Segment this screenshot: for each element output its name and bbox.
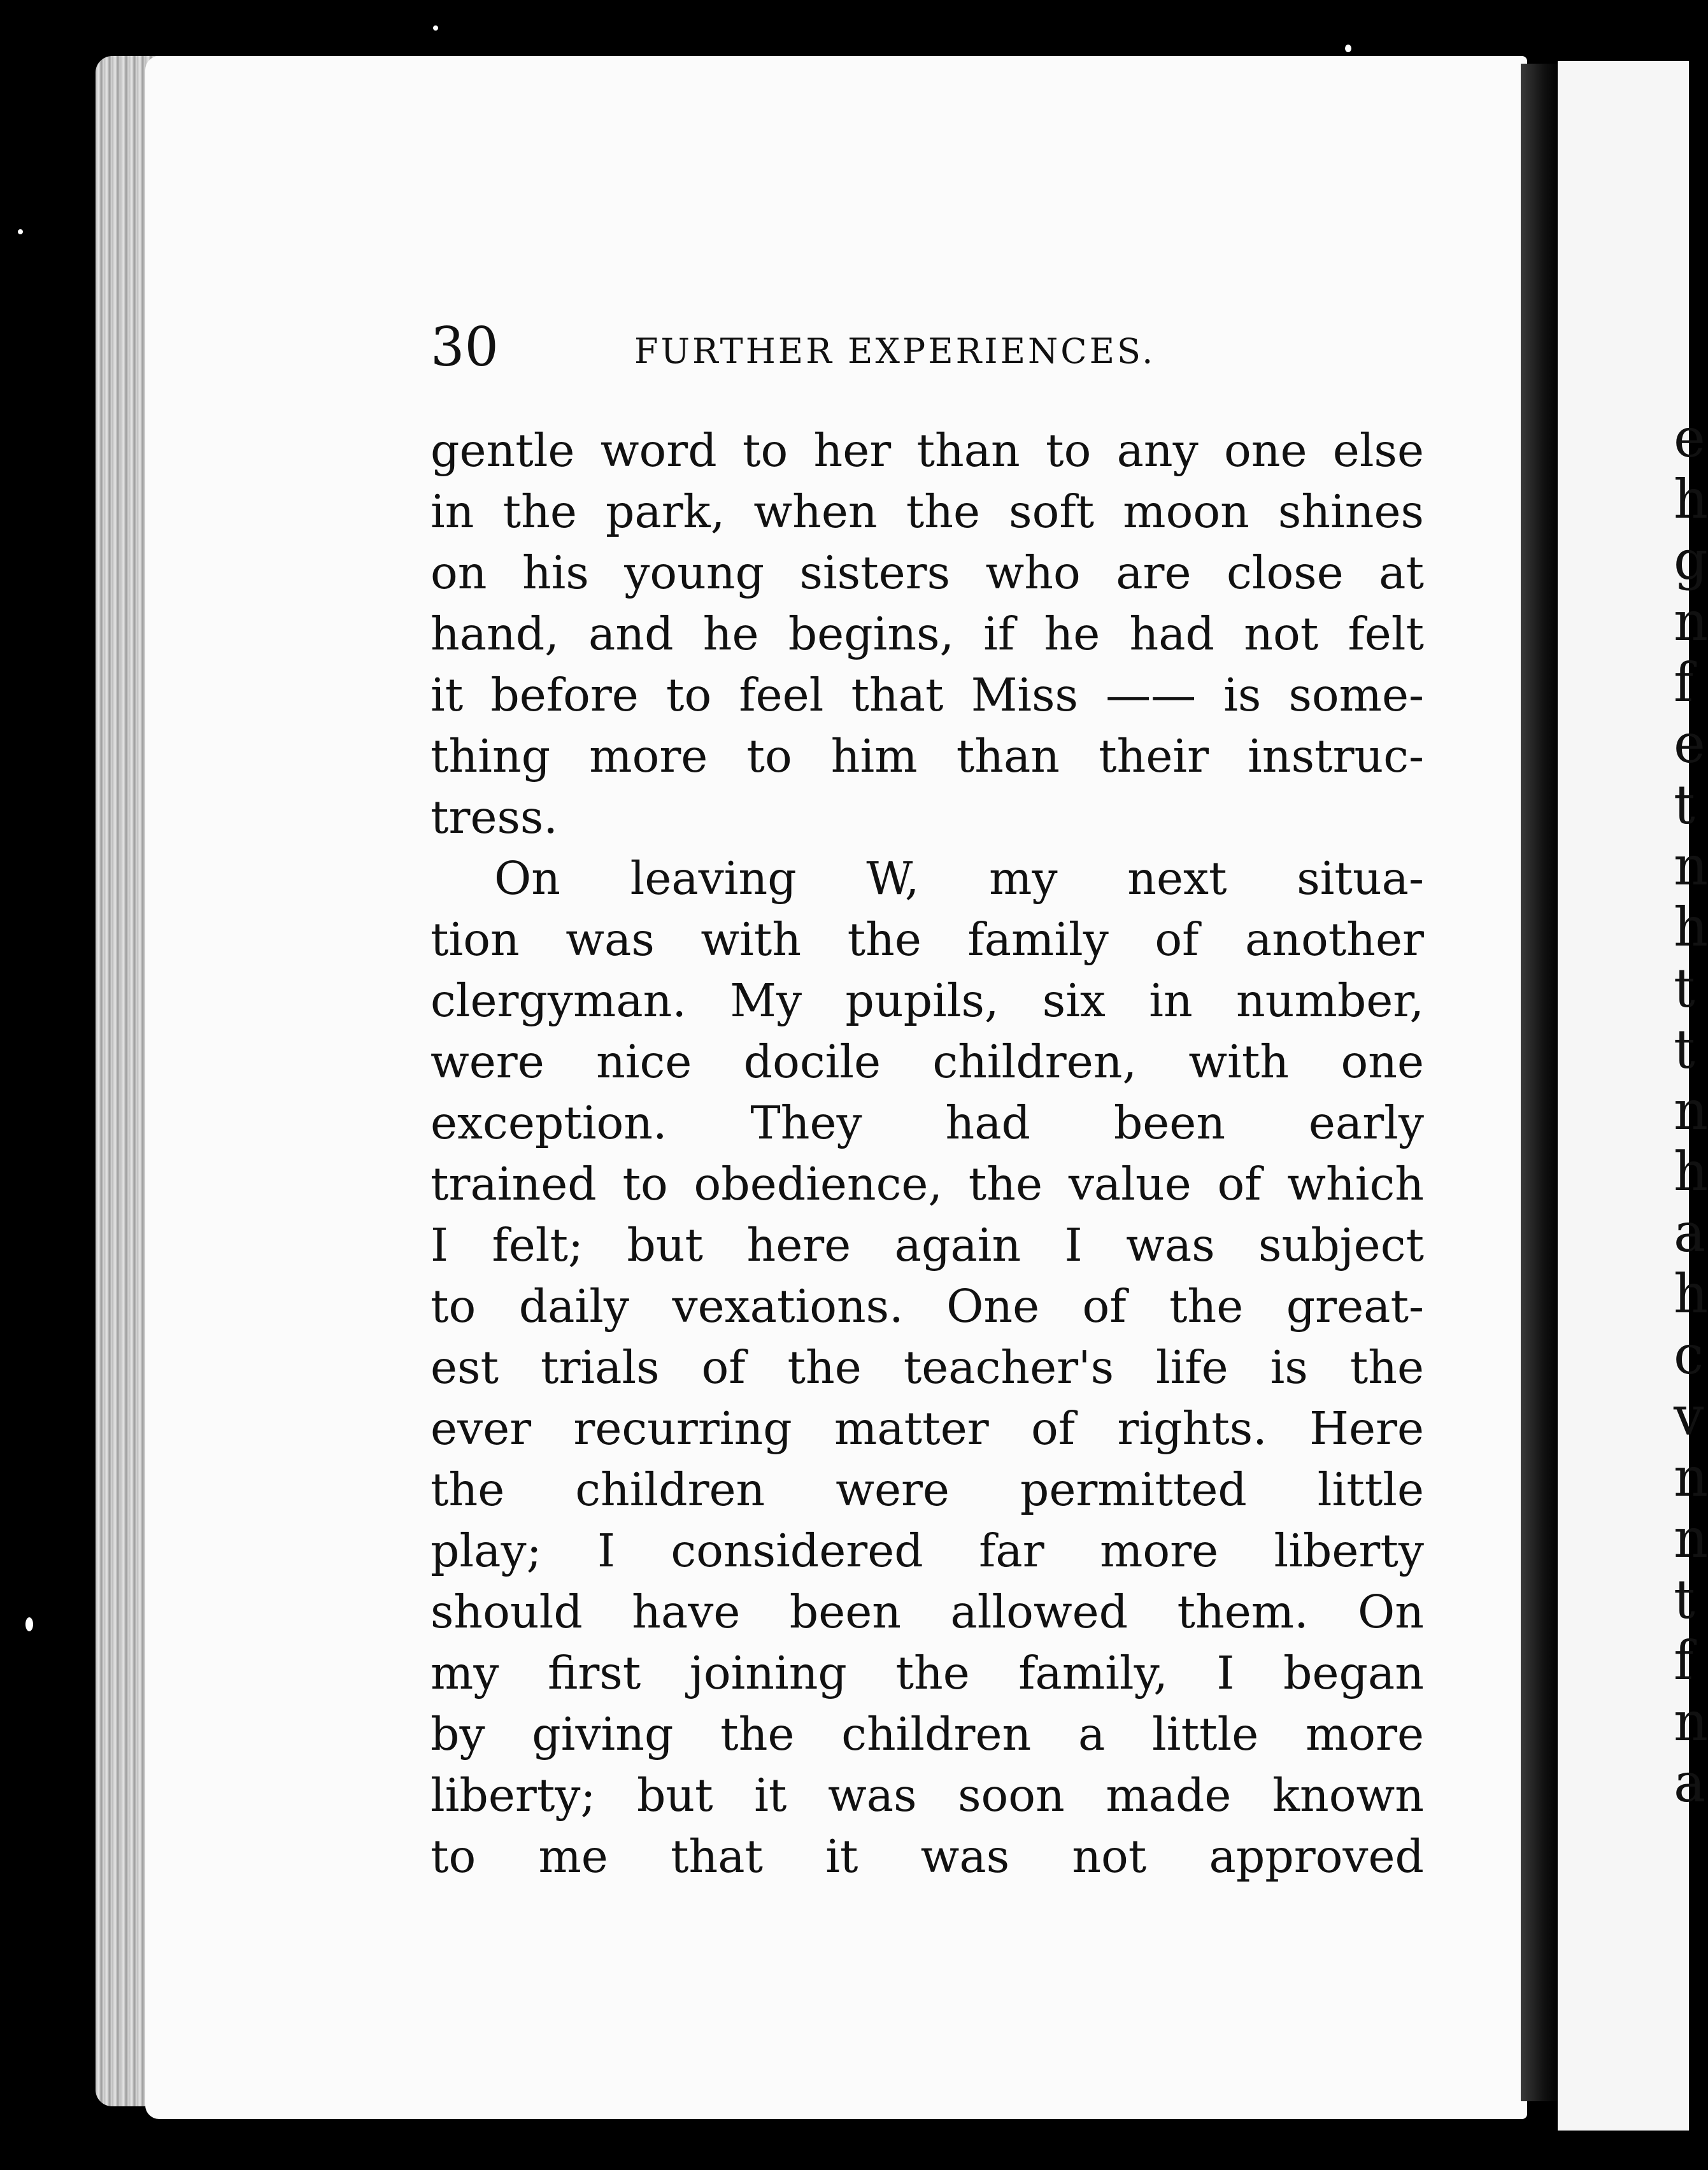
text-line: trained to obedience, the value of which <box>431 1158 1424 1210</box>
facing-page-letter: n <box>1674 590 1708 653</box>
text-line: I felt; but here again I was subject <box>431 1219 1424 1272</box>
text-line: my first joining the family, I began <box>431 1647 1424 1699</box>
text-line: hand, and he begins, if he had not felt <box>431 607 1424 660</box>
text-line: in the park, when the soft moon shines <box>431 485 1424 538</box>
text-line: clergyman. My pupils, six in number, <box>431 974 1424 1027</box>
text-line: the children were permitted little <box>431 1463 1424 1516</box>
gutter-shadow <box>1521 64 1560 2101</box>
text-line: thing more to him than their instruc- <box>431 730 1424 783</box>
body-text <box>431 420 1424 1887</box>
text-line: ever recurring matter of rights. Here <box>431 1402 1424 1455</box>
text-line: by giving the children a little more <box>431 1708 1424 1761</box>
facing-page-letter: n <box>1674 1079 1708 1142</box>
text-line: to me that it was not approved <box>431 1830 1424 1883</box>
text-line: tion was with the family of another <box>431 913 1424 966</box>
text-line: exception. They had been early <box>431 1096 1424 1149</box>
facing-page-letter: t <box>1674 1568 1695 1631</box>
facing-page-letter: v <box>1674 1385 1704 1447</box>
text-line: to daily vexations. One of the great- <box>431 1280 1424 1333</box>
facing-page-letters <box>1674 408 1708 1813</box>
text-line: should have been allowed them. On <box>431 1585 1424 1638</box>
facing-page-letter: f <box>1674 1629 1694 1692</box>
scan-speck <box>433 25 438 31</box>
scan-speck <box>25 1617 33 1631</box>
text-line: tress. <box>431 791 558 844</box>
facing-page-letter: t <box>1674 957 1695 1019</box>
facing-page-letter: t <box>1674 1018 1695 1081</box>
facing-page-letter: h <box>1674 1140 1708 1203</box>
text-line: were nice docile children, with one <box>431 1035 1424 1088</box>
running-title: FURTHER EXPERIENCES. <box>634 331 1156 371</box>
scan-speck <box>18 229 23 234</box>
facing-page-edge <box>1558 61 1689 2131</box>
text-line: liberty; but it was soon made known <box>431 1769 1424 1822</box>
facing-page-letter: c <box>1674 1324 1704 1386</box>
text-line: play; I considered far more liberty <box>431 1524 1424 1577</box>
running-head <box>431 312 1207 382</box>
facing-page-letter: h <box>1674 896 1708 958</box>
paragraph-start-line: On leaving W, my next situa- <box>494 852 1424 905</box>
facing-page-letter: h <box>1674 1263 1708 1325</box>
facing-page-letter: f <box>1674 651 1694 714</box>
facing-page-letter: n <box>1674 1507 1708 1570</box>
facing-page-letter: a <box>1674 1202 1706 1264</box>
facing-page-letter: t <box>1674 774 1695 836</box>
facing-page-letter: a <box>1674 1752 1706 1814</box>
facing-page-letter: n <box>1674 1446 1708 1508</box>
facing-page-letter: e <box>1674 407 1705 469</box>
facing-page-letter: n <box>1674 1691 1708 1753</box>
facing-page-letter: n <box>1674 835 1708 897</box>
text-line: on his young sisters who are close at <box>431 546 1424 599</box>
text-line: it before to feel that Miss —— is some- <box>431 669 1424 721</box>
facing-page-letter: e <box>1674 713 1705 775</box>
page-number: 30 <box>431 316 499 378</box>
facing-page-letter: g <box>1674 529 1708 592</box>
scan-speck <box>1345 45 1351 52</box>
facing-page-letter: h <box>1674 468 1708 530</box>
text-line: gentle word to her than to any one else <box>431 424 1424 477</box>
text-line: est trials of the teacher's life is the <box>431 1341 1424 1394</box>
